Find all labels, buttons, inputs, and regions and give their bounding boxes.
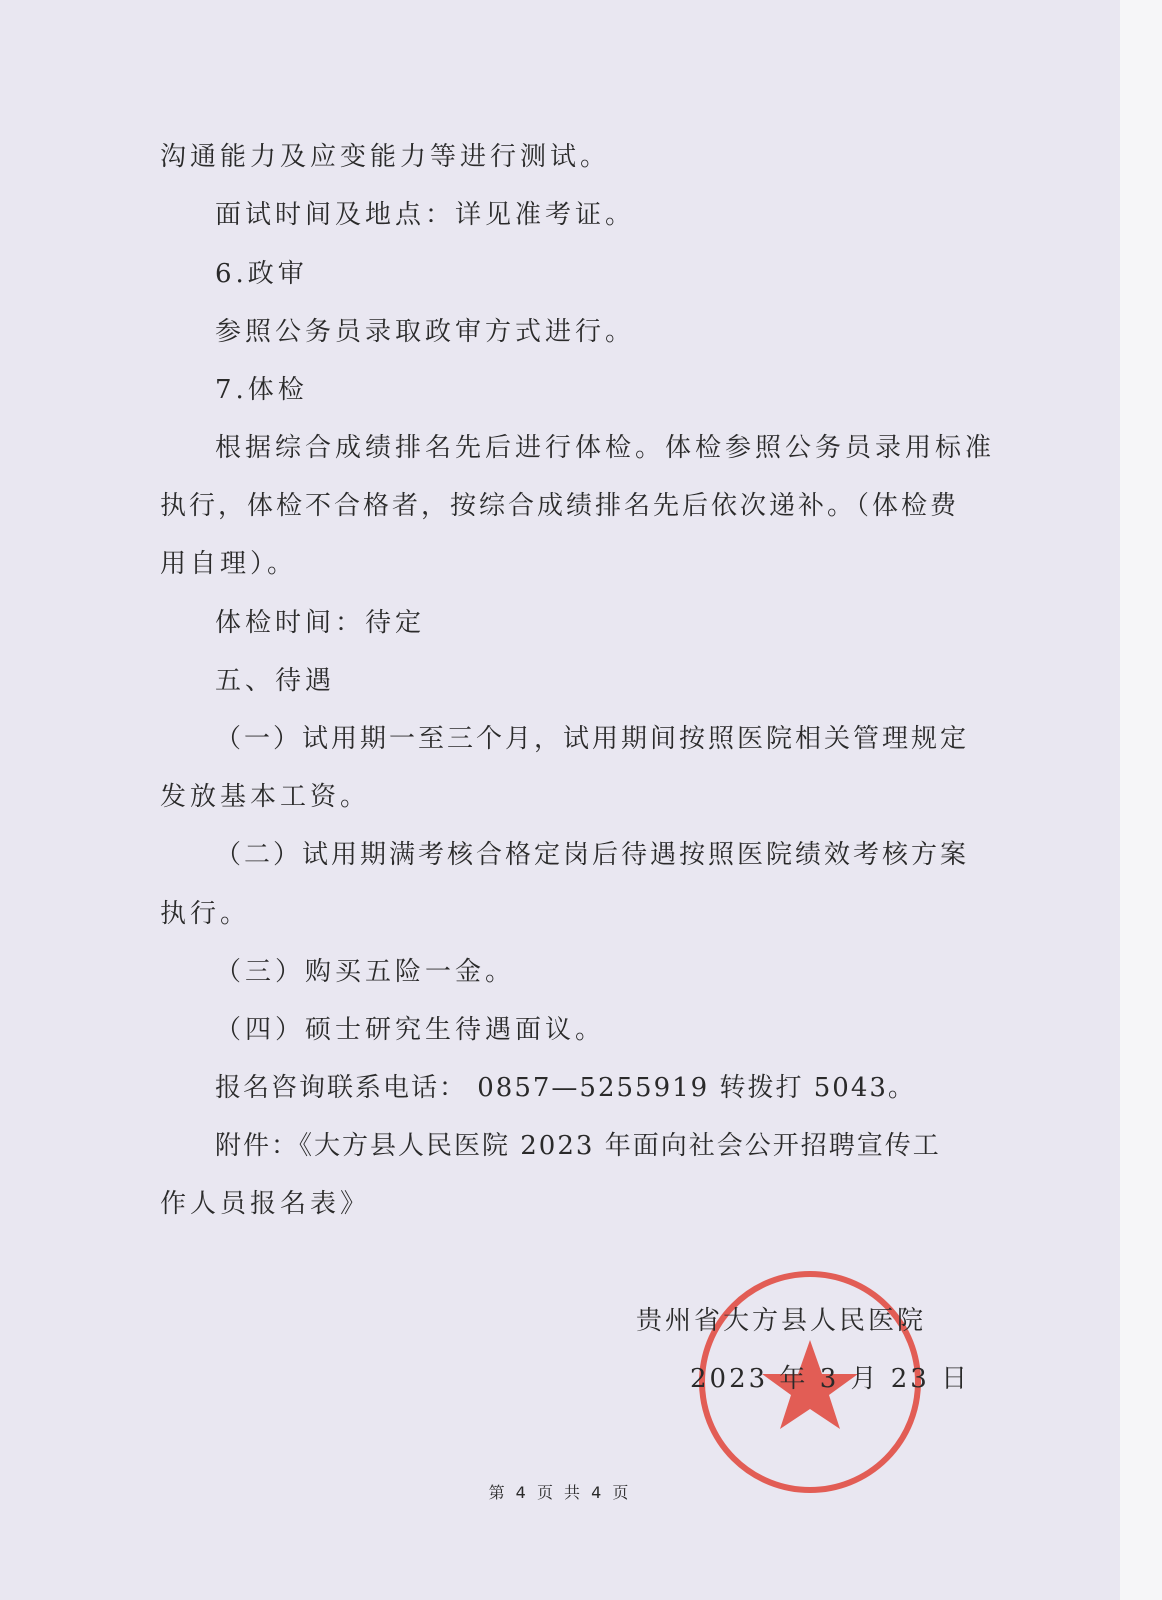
body-line-7: 执行，体检不合格者，按综合成绩排名先后依次递补。（体检费 xyxy=(160,491,960,521)
body-line-8: 用自理）。 xyxy=(160,549,298,579)
body-line-6: 根据综合成绩排名先后进行体检。体检参照公务员录用标准 xyxy=(215,433,996,463)
section-heading-benefits: 五、待遇 xyxy=(215,666,336,696)
issuing-organization: 贵州省大方县人民医院 xyxy=(636,1306,927,1336)
attachment-line: 附件：《大方县人民医院 2023 年面向社会公开招聘宣传工 xyxy=(215,1131,941,1161)
contact-phone-line: 报名咨询联系电话： 0857—5255919 转拨打 5043。 xyxy=(215,1073,916,1103)
body-line-16: （四）硕士研究生待遇面议。 xyxy=(215,1015,606,1045)
body-line-9: 体检时间：待定 xyxy=(215,608,426,638)
body-line-13: （二）试用期满考核合格定岗后待遇按照医院绩效考核方案 xyxy=(215,840,970,870)
attachment-line-cont: 作人员报名表》 xyxy=(160,1189,371,1219)
section-heading-political-review: 6.政审 xyxy=(215,259,308,289)
page-number: 第 4 页 共 4 页 xyxy=(488,1483,632,1502)
section-heading-physical-exam: 7.体检 xyxy=(215,375,308,405)
body-line-15: （三）购买五险一金。 xyxy=(215,957,516,987)
body-line-4: 参照公务员录取政审方式进行。 xyxy=(215,317,636,347)
body-line-1: 沟通能力及应变能力等进行测试。 xyxy=(160,142,611,172)
page-edge xyxy=(1120,0,1162,1600)
body-line-11: （一）试用期一至三个月，试用期间按照医院相关管理规定 xyxy=(215,724,970,754)
body-line-12: 发放基本工资。 xyxy=(160,782,371,812)
body-line-2: 面试时间及地点：详见准考证。 xyxy=(215,200,636,230)
issue-date: 2023 年 3 月 23 日 xyxy=(690,1364,971,1394)
body-line-14: 执行。 xyxy=(160,899,251,929)
